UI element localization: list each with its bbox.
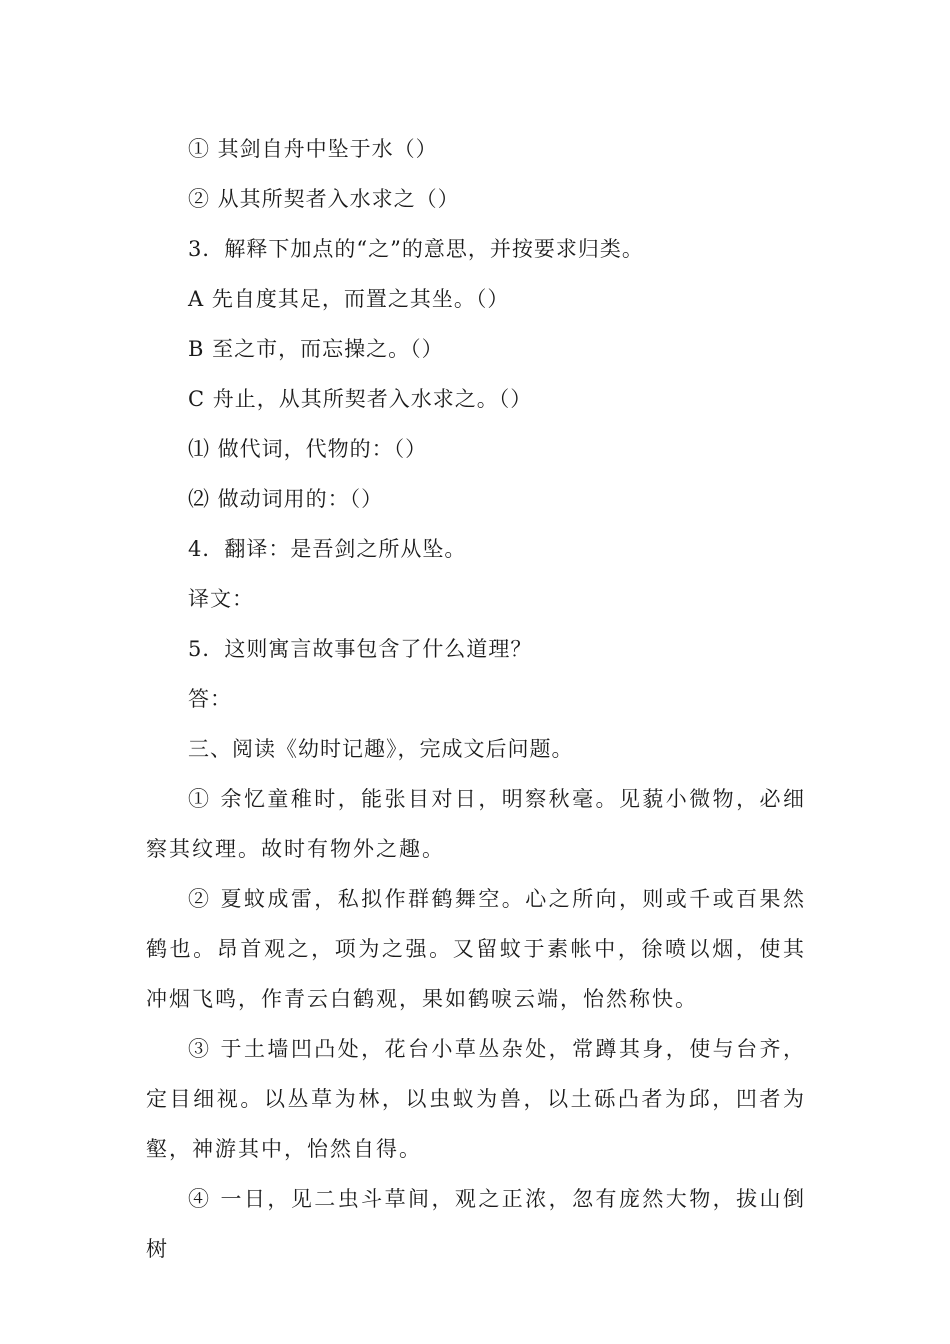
q3-sub-1: ⑴ 做代词，代物的：（） <box>188 437 428 461</box>
q3-option-c: C 舟止，从其所契者入水求之。（） <box>188 387 533 411</box>
q3-option-a: A 先自度其足，而置之其坐。（） <box>188 287 510 311</box>
q2-item-1: ① 其剑自舟中坠于水（） <box>188 137 438 161</box>
section-3-title: 三、阅读《幼时记趣》，完成文后问题。 <box>188 737 574 761</box>
q3-sub-2: ⑵ 做动词用的：（） <box>188 487 384 511</box>
passage-paragraph-3: ③ 于土墙凹凸处，花台小草丛杂处，常蹲其身，使与台齐，定目细视。以丛草为林，以虫蚁为兽，以土砾凸者为邱，凹者为壑，神游其中，怡然自得。 <box>146 1037 806 1161</box>
q4-answer-label: 译文： <box>188 587 254 611</box>
passage-paragraph-1: ① 余忆童稚时，能张目对日，明察秋毫。见藐小微物，必细察其纹理。故时有物外之趣。 <box>146 787 806 861</box>
q2-item-2: ② 从其所契者入水求之（） <box>188 187 460 211</box>
q5-title: 5．这则寓言故事包含了什么道理？ <box>188 637 533 661</box>
q4-title: 4．翻译：是吾剑之所从坠。 <box>188 537 467 561</box>
q3-title: 3．解释下加点的“之”的意思，并按要求归类。 <box>188 237 644 261</box>
passage-paragraph-4: ④ 一日，见二虫斗草间，观之正浓，忽有庞然大物，拔山倒树 <box>146 1187 806 1261</box>
passage-paragraph-2: ② 夏蚊成雷，私拟作群鹤舞空。心之所向，则或千或百果然鹤也。昂首观之，项为之强。又留蚊于素帐中，徐喷以烟，使其冲烟飞鸣，作青云白鹤观，果如鹤唳云端，怡然称快。 <box>146 887 806 1011</box>
q3-option-b: B 至之市，而忘操之。（） <box>188 337 444 361</box>
q5-answer-label: 答： <box>188 687 232 711</box>
